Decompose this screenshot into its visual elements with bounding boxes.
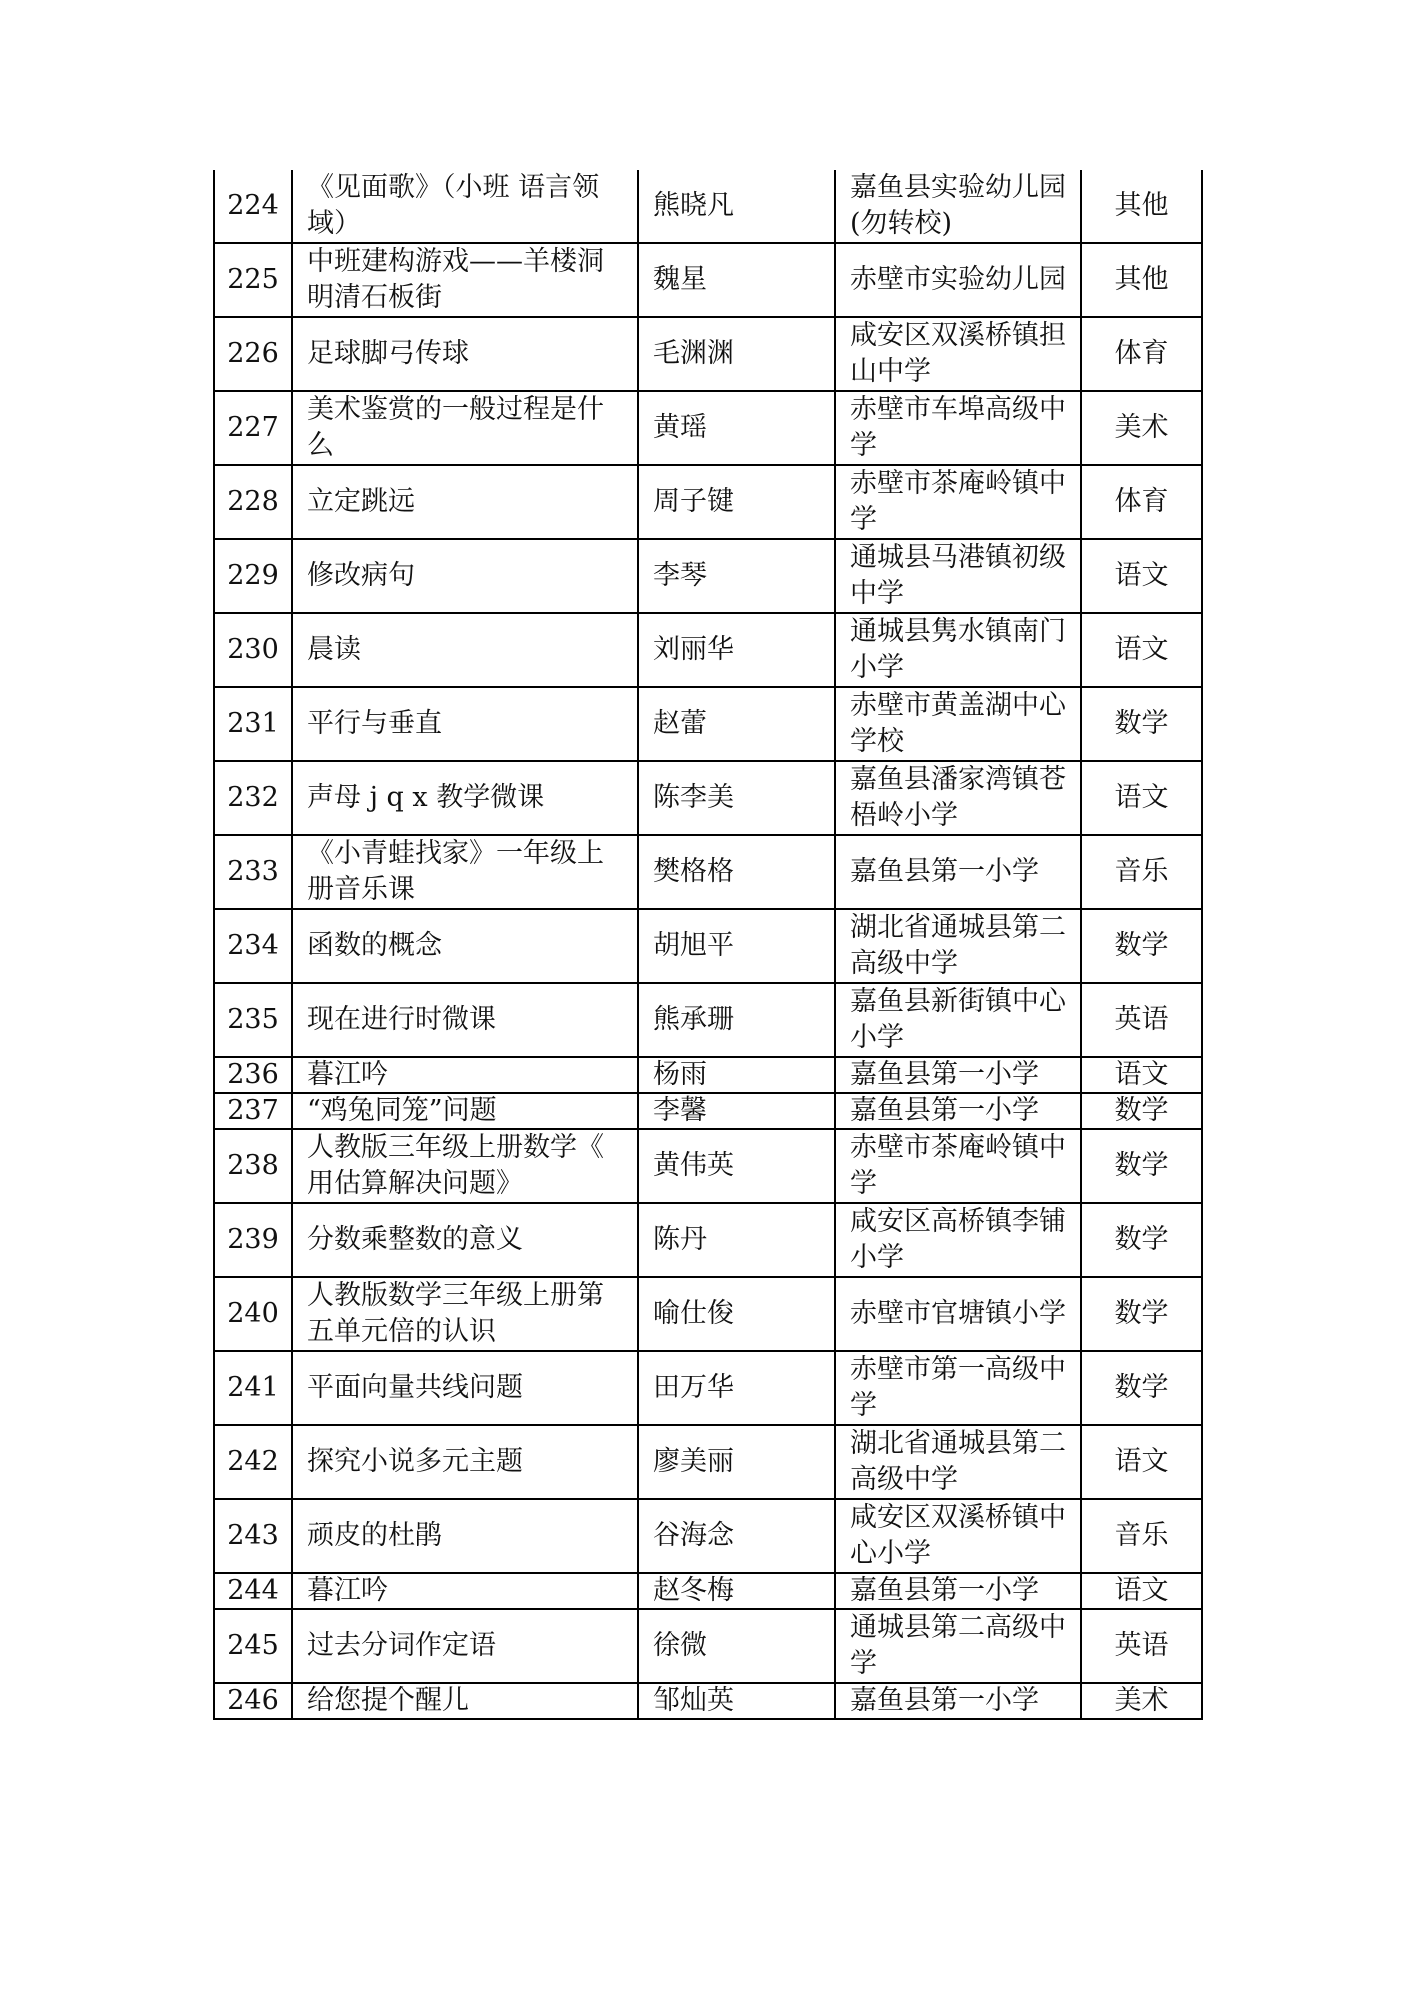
subject: 其他 — [1081, 243, 1202, 317]
school-name: 咸安区双溪桥镇中心小学 — [835, 1499, 1081, 1573]
table-row — [214, 1277, 1202, 1351]
subject: 语文 — [1081, 1057, 1202, 1093]
course-title: 函数的概念 — [292, 909, 638, 983]
teacher-name: 黄伟英 — [638, 1129, 835, 1203]
teacher-name: 杨雨 — [638, 1057, 835, 1093]
school-name: 通城县隽水镇南门小学 — [835, 613, 1081, 687]
school-name: 嘉鱼县第一小学 — [835, 1683, 1081, 1719]
subject: 数学 — [1081, 1277, 1202, 1351]
course-title: 平面向量共线问题 — [292, 1351, 638, 1425]
row-number: 232 — [214, 761, 292, 835]
teacher-name: 熊承珊 — [638, 983, 835, 1057]
table-row — [214, 1093, 1202, 1129]
teacher-name: 田万华 — [638, 1351, 835, 1425]
subject: 数学 — [1081, 1351, 1202, 1425]
teacher-name: 陈李美 — [638, 761, 835, 835]
course-title: 暮江吟 — [292, 1573, 638, 1609]
teacher-name: 刘丽华 — [638, 613, 835, 687]
school-name: 嘉鱼县第一小学 — [835, 1093, 1081, 1129]
teacher-name: 邹灿英 — [638, 1683, 835, 1719]
row-number: 245 — [214, 1609, 292, 1683]
teacher-name: 胡旭平 — [638, 909, 835, 983]
school-name: 赤壁市茶庵岭镇中学 — [835, 465, 1081, 539]
row-number: 242 — [214, 1425, 292, 1499]
subject: 英语 — [1081, 1609, 1202, 1683]
row-number: 233 — [214, 835, 292, 909]
subject: 音乐 — [1081, 1499, 1202, 1573]
teacher-name: 陈丹 — [638, 1203, 835, 1277]
row-number: 239 — [214, 1203, 292, 1277]
subject: 体育 — [1081, 465, 1202, 539]
row-number: 229 — [214, 539, 292, 613]
table-row — [214, 1425, 1202, 1499]
teacher-name: 谷海念 — [638, 1499, 835, 1573]
course-title: 探究小说多元主题 — [292, 1425, 638, 1499]
teacher-name: 赵蕾 — [638, 687, 835, 761]
subject: 语文 — [1081, 613, 1202, 687]
row-number: 226 — [214, 317, 292, 391]
course-title: 《见面歌》（小班 语言领域） — [292, 170, 638, 243]
row-number: 240 — [214, 1277, 292, 1351]
school-name: 嘉鱼县第一小学 — [835, 1057, 1081, 1093]
school-name: 嘉鱼县潘家湾镇苍梧岭小学 — [835, 761, 1081, 835]
course-title: 人教版数学三年级上册第五单元倍的认识 — [292, 1277, 638, 1351]
table-row — [214, 761, 1202, 835]
row-number: 228 — [214, 465, 292, 539]
table-row — [214, 170, 1202, 243]
row-number: 225 — [214, 243, 292, 317]
row-number: 238 — [214, 1129, 292, 1203]
teacher-name: 魏星 — [638, 243, 835, 317]
school-name: 嘉鱼县第一小学 — [835, 1573, 1081, 1609]
table-row — [214, 1129, 1202, 1203]
school-name: 赤壁市第一高级中学 — [835, 1351, 1081, 1425]
subject: 美术 — [1081, 391, 1202, 465]
table-row — [214, 687, 1202, 761]
table-row — [214, 983, 1202, 1057]
subject: 语文 — [1081, 1425, 1202, 1499]
course-title: 晨读 — [292, 613, 638, 687]
results-table — [213, 170, 1203, 1720]
subject: 其他 — [1081, 170, 1202, 243]
school-name: 嘉鱼县实验幼儿园(勿转校) — [835, 170, 1081, 243]
school-name: 湖北省通城县第二高级中学 — [835, 909, 1081, 983]
table-row — [214, 539, 1202, 613]
row-number: 246 — [214, 1683, 292, 1719]
row-number: 243 — [214, 1499, 292, 1573]
school-name: 咸安区双溪桥镇担山中学 — [835, 317, 1081, 391]
course-title: 暮江吟 — [292, 1057, 638, 1093]
row-number: 244 — [214, 1573, 292, 1609]
subject: 数学 — [1081, 1129, 1202, 1203]
school-name: 通城县马港镇初级中学 — [835, 539, 1081, 613]
table-row — [214, 465, 1202, 539]
teacher-name: 毛渊渊 — [638, 317, 835, 391]
teacher-name: 周子键 — [638, 465, 835, 539]
school-name: 湖北省通城县第二高级中学 — [835, 1425, 1081, 1499]
subject: 体育 — [1081, 317, 1202, 391]
teacher-name: 徐微 — [638, 1609, 835, 1683]
course-title: 足球脚弓传球 — [292, 317, 638, 391]
course-title: 人教版三年级上册数学《 用估算解决问题》 — [292, 1129, 638, 1203]
subject: 音乐 — [1081, 835, 1202, 909]
teacher-name: 黄瑶 — [638, 391, 835, 465]
school-name: 赤壁市茶庵岭镇中学 — [835, 1129, 1081, 1203]
course-title: 《小青蛙找家》一年级上册音乐课 — [292, 835, 638, 909]
course-title: 声母 j q x 教学微课 — [292, 761, 638, 835]
teacher-name: 李琴 — [638, 539, 835, 613]
row-number: 227 — [214, 391, 292, 465]
table-row — [214, 243, 1202, 317]
teacher-name: 廖美丽 — [638, 1425, 835, 1499]
course-title: 顽皮的杜鹃 — [292, 1499, 638, 1573]
table-row — [214, 613, 1202, 687]
table-row — [214, 1573, 1202, 1609]
table-row — [214, 835, 1202, 909]
course-title: 中班建构游戏——羊楼洞明清石板街 — [292, 243, 638, 317]
subject: 语文 — [1081, 761, 1202, 835]
subject: 美术 — [1081, 1683, 1202, 1719]
subject: 数学 — [1081, 909, 1202, 983]
course-title: 美术鉴赏的一般过程是什么 — [292, 391, 638, 465]
table-row — [214, 1499, 1202, 1573]
course-title: “鸡兔同笼”问题 — [292, 1093, 638, 1129]
course-title: 分数乘整数的意义 — [292, 1203, 638, 1277]
table-row — [214, 1351, 1202, 1425]
school-name: 咸安区高桥镇李铺小学 — [835, 1203, 1081, 1277]
course-title: 立定跳远 — [292, 465, 638, 539]
row-number: 230 — [214, 613, 292, 687]
teacher-name: 喻仕俊 — [638, 1277, 835, 1351]
school-name: 赤壁市黄盖湖中心学校 — [835, 687, 1081, 761]
school-name: 赤壁市官塘镇小学 — [835, 1277, 1081, 1351]
teacher-name: 李馨 — [638, 1093, 835, 1129]
table-row — [214, 317, 1202, 391]
subject: 数学 — [1081, 1203, 1202, 1277]
course-title: 修改病句 — [292, 539, 638, 613]
row-number: 224 — [214, 170, 292, 243]
table-body — [214, 170, 1202, 1719]
subject: 语文 — [1081, 539, 1202, 613]
school-name: 通城县第二高级中学 — [835, 1609, 1081, 1683]
course-title: 现在进行时微课 — [292, 983, 638, 1057]
table-row — [214, 1609, 1202, 1683]
table-row — [214, 1057, 1202, 1093]
teacher-name: 赵冬梅 — [638, 1573, 835, 1609]
row-number: 241 — [214, 1351, 292, 1425]
table-row — [214, 909, 1202, 983]
teacher-name: 樊格格 — [638, 835, 835, 909]
row-number: 234 — [214, 909, 292, 983]
school-name: 嘉鱼县第一小学 — [835, 835, 1081, 909]
table-row — [214, 1203, 1202, 1277]
row-number: 236 — [214, 1057, 292, 1093]
course-title: 平行与垂直 — [292, 687, 638, 761]
school-name: 嘉鱼县新街镇中心小学 — [835, 983, 1081, 1057]
school-name: 赤壁市实验幼儿园 — [835, 243, 1081, 317]
table-row — [214, 1683, 1202, 1719]
school-name: 赤壁市车埠高级中学 — [835, 391, 1081, 465]
row-number: 235 — [214, 983, 292, 1057]
row-number: 231 — [214, 687, 292, 761]
subject: 数学 — [1081, 687, 1202, 761]
teacher-name: 熊晓凡 — [638, 170, 835, 243]
row-number: 237 — [214, 1093, 292, 1129]
course-title: 给您提个醒儿 — [292, 1683, 638, 1719]
table-row — [214, 391, 1202, 465]
course-title: 过去分词作定语 — [292, 1609, 638, 1683]
subject: 语文 — [1081, 1573, 1202, 1609]
subject: 数学 — [1081, 1093, 1202, 1129]
subject: 英语 — [1081, 983, 1202, 1057]
